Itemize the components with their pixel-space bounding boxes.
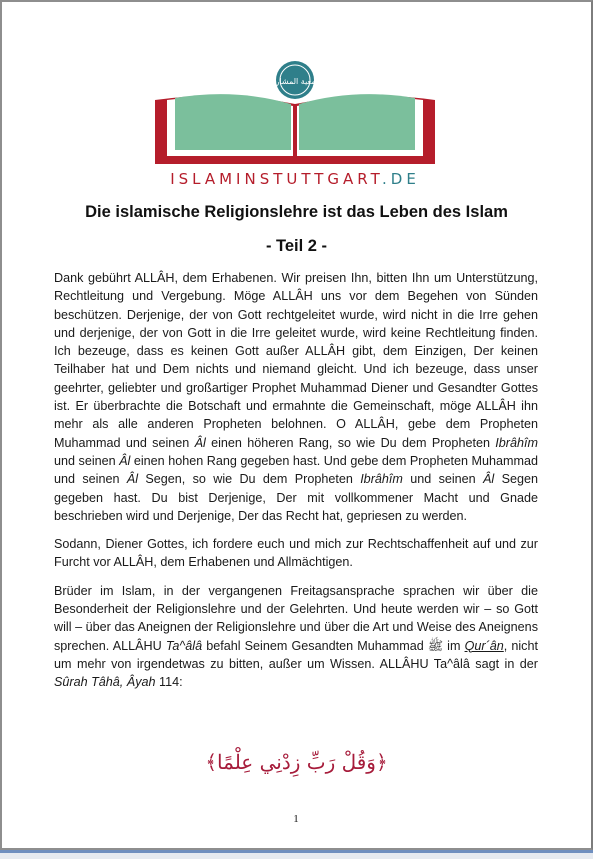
- text-run: Qur´ân: [464, 638, 504, 653]
- paragraph-1: [54, 269, 538, 525]
- text-run: einen höheren Rang, so wie Du dem Propheten: [205, 435, 496, 450]
- paragraph-3: [54, 582, 538, 692]
- page-number: 1: [293, 813, 299, 825]
- text-run: Dank gebührt ALLÂH, dem Erhabenen. Wir preisen Ihn, bitten Ihn um Unterstützung, Rechtleitung und Vergebung. Möge ALLÂH uns vor dem Begehen von Sünden beschützen. Derjenige, der von Gott rechtgeleitet wurde, wird nicht in die Irre gehen und derjenige, der von Gott in die Irre geleitet wurde, wird keine Rechtleitung finden. Ich bezeuge, dass es keinen Gott außer ALLÂH gibt, dem Einzigen, Der keinen Teilhaber hat und Dem nichts und niemand gleicht. Und ich bezeuge, dass unser geehrter, geliebter und großartiger Prophet Muhammad Diener und Gesandter Gottes ist. Er überbrachte die Botschaft und ermahnte die Gemeinschaft, möge ALLÂH ihn mehr als alle anderen Propheten belohnen. O ALLÂH, gebe dem Propheten Muhammad und seinen: [54, 271, 538, 450]
- brand-word-de: .DE: [382, 170, 420, 188]
- paragraph-2: [54, 535, 538, 572]
- text-run: einen hohen Rang gegeben hast. Und gebe dem Propheten Muhammad und seinen: [54, 453, 538, 487]
- text-run: befahl Seinem Gesandten Muhammad ﷺ im: [202, 638, 465, 653]
- sermon-body: [54, 269, 538, 702]
- text-run: Sodann, Diener Gottes, ich fordere euch und mich zur Rechtschaffenheit auf und zur Furcht vor ALLÂH, dem Erhabenen und Allmächtigen.: [54, 537, 538, 570]
- text-run: Ibrâhîm: [495, 435, 538, 450]
- text-run: Âl: [483, 472, 495, 487]
- text-run: Âl: [194, 435, 206, 450]
- text-run: , nicht um mehr von irgendetwas zu bitten, außer um Wissen. ALLÂHU Ta^âlâ sagt in der: [54, 638, 538, 671]
- text-run: Âl: [119, 453, 131, 468]
- text-run: Ibrâhîm: [360, 472, 403, 487]
- site-logo: [135, 60, 455, 192]
- text-run: 114:: [155, 675, 183, 690]
- seal-text: جمعية المشاريع: [269, 77, 321, 86]
- text-run: und seinen: [402, 472, 484, 487]
- text-run: Brüder im Islam, in der vergangenen Freitagsansprache sprachen wir über die Besonderheit der Religionslehre und der Gelehrten. Und heute werden wir – so Gott will – über das Aneignen der Religionslehre und über die Art und Weise des Aneignens sprechen. ALLÂHU: [54, 583, 538, 653]
- document-subtitle: - Teil 2 -: [265, 237, 328, 255]
- book-emblem-icon: [135, 60, 455, 170]
- text-run: Segen, so wie Du dem Propheten: [138, 472, 361, 487]
- document-title: Die islamische Religionslehre ist das Leben des Islam: [85, 203, 508, 221]
- text-run: Segen gegeben hast. Du bist Derjenige, Der mit vollkommener Macht und Gnade beschrieben wird und Derjenige, Der das Recht hat, gepriesen zu werden.: [54, 472, 538, 523]
- brand-wordmark: [135, 170, 455, 188]
- quran-verse: ﴿وَقُلْ رَبِّ زِدْنِي عِلْمًا﴾: [205, 750, 388, 774]
- text-run: Ta^âlâ: [165, 638, 203, 653]
- brand-word-islam: ISLAM: [170, 170, 237, 188]
- text-run: Sûrah Tâhâ, Âyah: [54, 675, 156, 690]
- text-run: und seinen: [54, 453, 120, 468]
- text-run: Âl: [126, 472, 138, 487]
- page-bottom-shade: [0, 853, 593, 859]
- brand-word-stuttgart: INSTUTTGART: [236, 170, 383, 188]
